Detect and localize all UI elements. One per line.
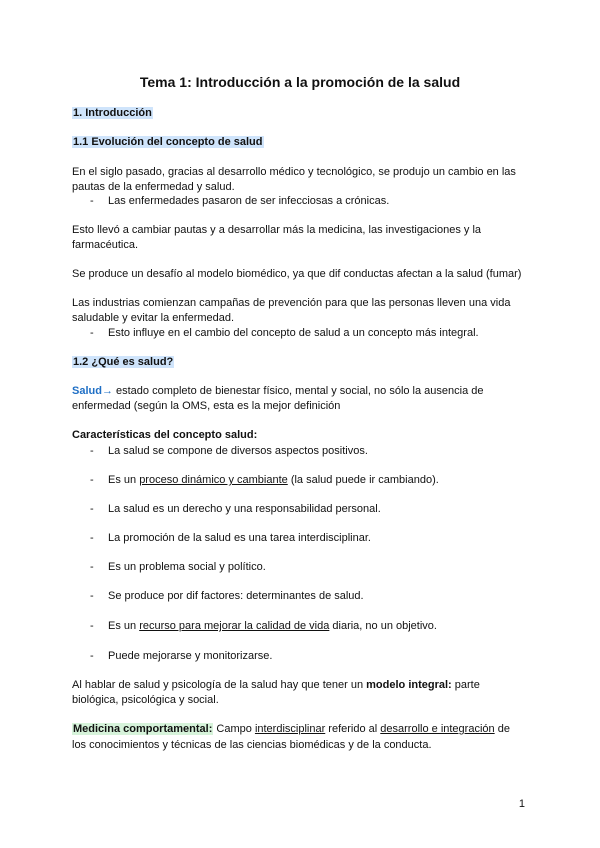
bullet-marker: - (90, 503, 94, 515)
paragraph-1-line-2: pautas de la enfermedad y salud. (72, 181, 235, 193)
bullet-marker: - (90, 620, 94, 632)
characteristic-7: Es un recurso para mejorar la calidad de vida diaria, no un objetivo. (108, 620, 437, 632)
characteristic-8: Puede mejorarse y monitorizarse. (108, 650, 273, 662)
definition-line-1: Salud→ estado completo de bienestar físico, mental y social, no sólo la ausencia de (72, 385, 484, 397)
section-1-1-heading: 1.1 Evolución del concepto de salud (73, 136, 263, 148)
characteristics-heading: Características del concepto salud: (72, 429, 258, 441)
medicina-comportamental-line-2: los conocimientos y técnicas de las ciencias biomédicas y de la conducta. (72, 739, 432, 751)
characteristic-1: La salud se compone de diversos aspectos positivos. (108, 445, 368, 457)
arrow-icon: → (101, 385, 113, 397)
paragraph-4-line-1: Las industrias comienzan campañas de prevención para que las personas lleven una vida (72, 297, 511, 309)
section-1-2-heading: 1.2 ¿Qué es salud? (73, 356, 174, 368)
paragraph-2-line-2: farmacéutica. (72, 239, 139, 251)
medicina-comportamental-line-1: Medicina comportamental: Campo interdisciplinar referido al desarrollo e integración de (73, 723, 510, 735)
document-title: Tema 1: Introducción a la promoción de la salud (139, 74, 461, 90)
bullet-1: Las enfermedades pasaron de ser infecciosas a crónicas. (108, 195, 390, 207)
page-number: 1 (518, 798, 525, 810)
bullet-marker: - (90, 650, 94, 662)
paragraph-1-line-1: En el siglo pasado, gracias al desarrollo médico y tecnológico, se produjo un cambio en las (72, 166, 516, 178)
bullet-marker: - (90, 590, 94, 602)
bullet-marker: - (90, 195, 94, 207)
bullet-marker: - (90, 561, 94, 573)
characteristic-4: La promoción de la salud es una tarea interdisciplinar. (108, 532, 371, 544)
section-1-heading: 1. Introducción (73, 107, 152, 119)
medicina-comportamental-term: Medicina comportamental: (73, 723, 213, 735)
modelo-integral-line-2: biológica, psicológica y social. (72, 694, 219, 706)
paragraph-3: Se produce un desafío al modelo biomédico, ya que dif conductas afectan a la salud (fumar) (72, 268, 522, 280)
paragraph-2-line-1: Esto llevó a cambiar pautas y a desarrollar más la medicina, las investigaciones y la (72, 224, 482, 236)
characteristic-3: La salud es un derecho y una responsabilidad personal. (108, 503, 381, 515)
definition-line-2: enfermedad (según la OMS, esta es la mejor definición (72, 400, 341, 412)
bullet-marker: - (90, 532, 94, 544)
bullet-2: Esto influye en el cambio del concepto de salud a un concepto más integral. (108, 327, 479, 339)
characteristic-2: Es un proceso dinámico y cambiante (la salud puede ir cambiando). (108, 474, 439, 486)
characteristic-6: Se produce por dif factores: determinantes de salud. (108, 590, 364, 602)
bullet-marker: - (90, 474, 94, 486)
salud-term: Salud (72, 385, 102, 397)
paragraph-4-line-2: saludable y evitar la enfermedad. (72, 312, 235, 324)
bullet-marker: - (90, 327, 94, 339)
characteristic-5: Es un problema social y político. (108, 561, 266, 573)
modelo-integral-line-1: Al hablar de salud y psicología de la salud hay que tener un modelo integral: parte (72, 679, 480, 691)
bullet-marker: - (90, 445, 94, 457)
